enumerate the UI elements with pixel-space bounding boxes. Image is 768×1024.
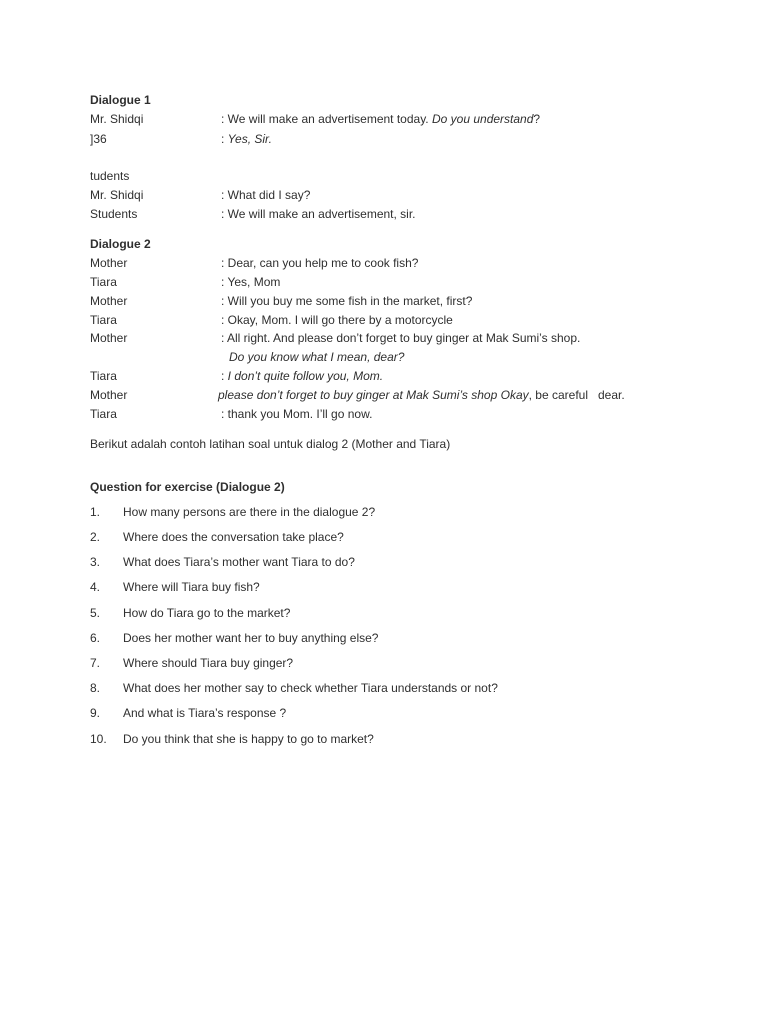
intro-text: Berikut adalah contoh latihan soal untuk dialog 2 (Mother and Tiara) [90, 437, 451, 451]
speech-tail: ? [533, 112, 541, 126]
speaker-label: Tiara [90, 369, 117, 383]
question-number: 2. [90, 530, 101, 544]
speech-text: : [221, 132, 228, 146]
question-text: What does Tiara’s mother want Tiara to do? [123, 555, 355, 569]
question-text: How many persons are there in the dialogue 2? [123, 505, 376, 519]
speech-line: : All right. And please don’t forget to buy ginger at Mak Sumi’s shop. [221, 331, 581, 345]
speaker-label: Mr. Shidqi [90, 112, 144, 126]
speech-line: : We will make an advertisement, sir. [221, 207, 416, 221]
speaker-label: Tiara [90, 407, 117, 421]
question-number: 9. [90, 706, 101, 720]
speaker-label: Mother [90, 331, 128, 345]
question-text: Where will Tiara buy fish? [123, 580, 260, 594]
speaker-label: Tiara [90, 275, 117, 289]
speech-emphasis: Do you understand [431, 112, 534, 126]
question-text: Where does the conversation take place? [123, 530, 344, 544]
speech-line [221, 112, 540, 126]
question-number: 5. [90, 606, 101, 620]
speech-emphasis: Yes, Sir. [227, 132, 272, 146]
exercise-title: Question for exercise (Dialogue 2) [90, 480, 285, 494]
question-text: Do you think that she is happy to go to market? [123, 732, 374, 746]
dialogue-1-title: Dialogue 1 [90, 93, 151, 107]
speech-tail: , be careful dear. [528, 388, 625, 402]
speech-line [218, 388, 625, 402]
speech-line: : Will you buy me some fish in the market, first? [221, 294, 473, 308]
speech-text: : [221, 369, 228, 383]
speaker-label: Mother [90, 388, 128, 402]
speaker-label: tudents [90, 169, 130, 183]
speaker-label: Mother [90, 294, 128, 308]
speaker-label: ]36 [90, 132, 107, 146]
speech-line: : What did I say? [221, 188, 311, 202]
speech-emphasis: I don’t quite follow you, Mom. [227, 369, 384, 383]
speech-line [221, 132, 272, 146]
speech-line: : thank you Mom. I’ll go now. [221, 407, 373, 421]
speech-line: : Okay, Mom. I will go there by a motorcycle [221, 313, 453, 327]
speaker-label: Tiara [90, 313, 117, 327]
speech-continuation: Do you know what I mean, dear? [229, 350, 405, 364]
question-number: 4. [90, 580, 101, 594]
speech-line: : Dear, can you help me to cook fish? [221, 256, 419, 270]
question-text: How do Tiara go to the market? [123, 606, 291, 620]
question-number: 6. [90, 631, 101, 645]
question-number: 1. [90, 505, 101, 519]
question-number: 8. [90, 681, 101, 695]
question-number: 10. [90, 732, 107, 746]
question-text: Does her mother want her to buy anything else? [123, 631, 379, 645]
speech-emphasis: please don’t forget to buy ginger at Mak Sumi’s shop Okay [218, 388, 529, 402]
question-text: Where should Tiara buy ginger? [123, 656, 294, 670]
speech-line: : Yes, Mom [221, 275, 281, 289]
speaker-label: Mr. Shidqi [90, 188, 144, 202]
speaker-label: Students [90, 207, 138, 221]
speaker-label: Mother [90, 256, 128, 270]
question-number: 7. [90, 656, 101, 670]
speech-line [221, 369, 383, 383]
question-text: What does her mother say to check whether Tiara understands or not? [123, 681, 498, 695]
speech-text: : We will make an advertisement today. [221, 112, 432, 126]
question-text: And what is Tiara’s response ? [123, 706, 287, 720]
question-number: 3. [90, 555, 101, 569]
dialogue-2-title: Dialogue 2 [90, 237, 151, 251]
